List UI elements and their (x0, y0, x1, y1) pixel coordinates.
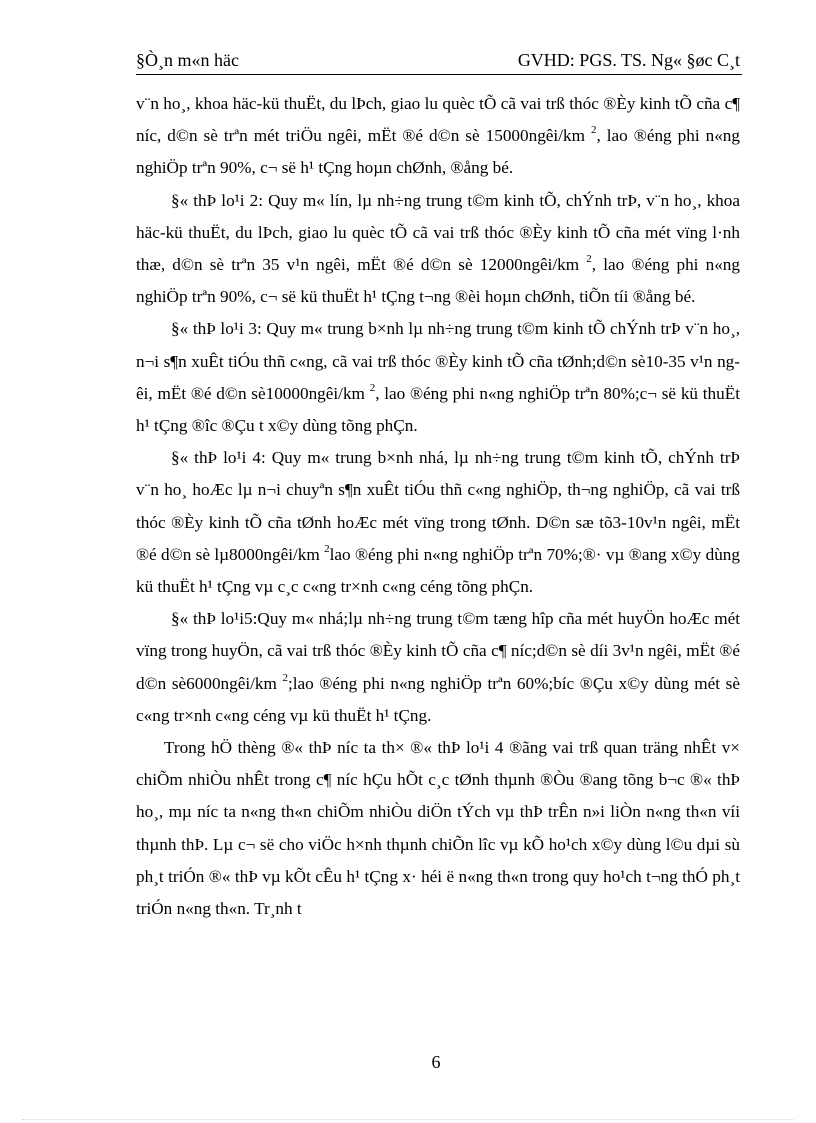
superscript: 2 (324, 543, 330, 556)
paragraph-type3 (136, 313, 740, 442)
paragraph-type4 (136, 442, 740, 603)
header-advisor: GVHD: PGS. TS. Ng« §øc C¸t (517, 50, 740, 70)
paragraph-text: §« thÞ lo¹i5:Quy m« nhá;lµ nh÷ng trung t©m tæng hîp cña mét huyÖn hoÆc mét vïng trong huyÖn, cã vai trß thóc ®Èy kinh tÕ cña c¶ níc;d©n sè díi 3v¹n ngêi, mËt ®é d©n sè6000ngêi/km (136, 609, 740, 693)
document-body (136, 88, 740, 925)
superscript: 2 (590, 124, 597, 137)
paragraph-text: §« thÞ lo¹i 4: Quy m« trung b×nh nhá, lµ nh÷ng trung t©m kinh tÕ, chÝnh trÞ v¨n ho¸ hoÆc lµ n¬i chuyªn s¶n xuÊt tiÓu thñ c«ng nghiÖp, th¬ng nghiÖp, cã vai trß thóc ®Èy kinh tÕ cña tØnh hoÆc mét vïng trong tØnh. D©n sæ tõ3-10v¹n ngêi, mËt ®é d©n sè lµ8000ngêi/km (136, 448, 740, 564)
page-number: 6 (431, 1052, 441, 1072)
page-header (136, 48, 742, 75)
superscript: 2 (586, 253, 592, 266)
superscript: 2 (282, 671, 288, 684)
paragraph-text: ;lao ®éng phi n«ng nghiÖp trªn 60%;bíc ®Çu x©y dùng mét sè c«ng tr×nh c«ng céng vµ kü thuËt h¹ tÇng. (136, 673, 740, 725)
paragraph-text: §« thÞ lo¹i 2: Quy m« lín, lµ nh÷ng trung t©m kinh tÕ, chÝnh trÞ, v¨n ho¸, khoa häc-kü thuËt, du lÞch, giao lu quèc tÕ cã vai trß thóc ®Èy kinh tÕ cña mét vïng l·nh thæ, d©n sè trªn 35 v¹n ngêi, mËt ®é d©n sè 12000ngêi/km (136, 190, 740, 275)
header-document-title: §Ò¸n m«n häc (136, 50, 239, 70)
paragraph-text: §« thÞ lo¹i 3: Quy m« trung b×nh lµ nh÷ng trung t©m kinh tÕ chÝnh trÞ v¨n ho¸, n¬i s¶n xuÊt tiÓu thñ c«ng, cã vai trß thóc ®Èy kinh tÕ cña tØnh;d©n sè10-35 v¹n ngêi, mËt ®é d©n sè10000ngêi/km (136, 319, 740, 403)
paragraph-text: , lao ®éng phi n«ng nghiÖp trªn 80%;c¬ së kü thuËt h¹ tÇng ®îc ®Çu t x©y dùng tõng phÇn. (136, 383, 740, 436)
paragraph-text: Trong hÖ thèng ®« thÞ níc ta th× ®« thÞ lo¹i 4 ®ãng vai trß quan träng nhÊt v× chiÕm nhiÒu nhÊt trong c¶ níc hÇu hÕt c¸c tØnh thµnh ®Òu ®ang tõng b¬c ®« thÞ ho¸, mµ níc ta n«ng th«n chiÕm nhiÒu diÖn tÝch vµ thÞ trÊn n»i liÒn n«ng th«n víi thµnh thÞ. Lµ c¬ së cho viÖc h×nh thµnh chiÕn lîc vµ kÕ ho¹ch x©y dùng l©u dµi sù ph¸t triÓn ®« thÞ vµ kÕt cÊu h¹ tÇng x· héi ë n«ng th«n trong quy ho¹ch t¬ng thÓ ph¸t triÓn n«ng th«n. Tr¸nh t (136, 738, 740, 919)
paragraph-system-summary (136, 732, 740, 925)
paragraph-text: lao ®éng phi n«ng nghiÖp trªn 70%;®· vµ ®ang x©y dùng kü thuËt h¹ tÇng vµ c¸c c«ng tr×nh c«ng céng tõng phÇn. (136, 544, 740, 597)
paragraph-type1-continuation (136, 88, 740, 185)
paragraph-text: v¨n ho¸, khoa häc-kü thuËt, du lÞch, giao lu quèc tÕ cã vai trß thóc ®Èy kinh tÕ cña c¶ níc, d©n sè trªn mét triÖu ngêi, mËt ®é d©n sè 15000ngêi/km (136, 94, 740, 146)
paragraph-type2 (136, 185, 740, 314)
superscript: 2 (369, 382, 376, 395)
page-bottom-rule (22, 1119, 794, 1120)
paragraph-text: , lao ®éng phi n«ng nghiÖp trªn 90%, c¬ së kü thuËt h¹ tÇng t¬ng ®èi hoµn chØnh, tiÕn tíi ®ång bé. (136, 255, 740, 307)
paragraph-type5 (136, 603, 740, 732)
paragraph-text: , lao ®éng phi n«ng nghiÖp trªn 90%, c¬ së h¹ tÇng hoµn chØnh, ®ång bé. (136, 126, 740, 178)
